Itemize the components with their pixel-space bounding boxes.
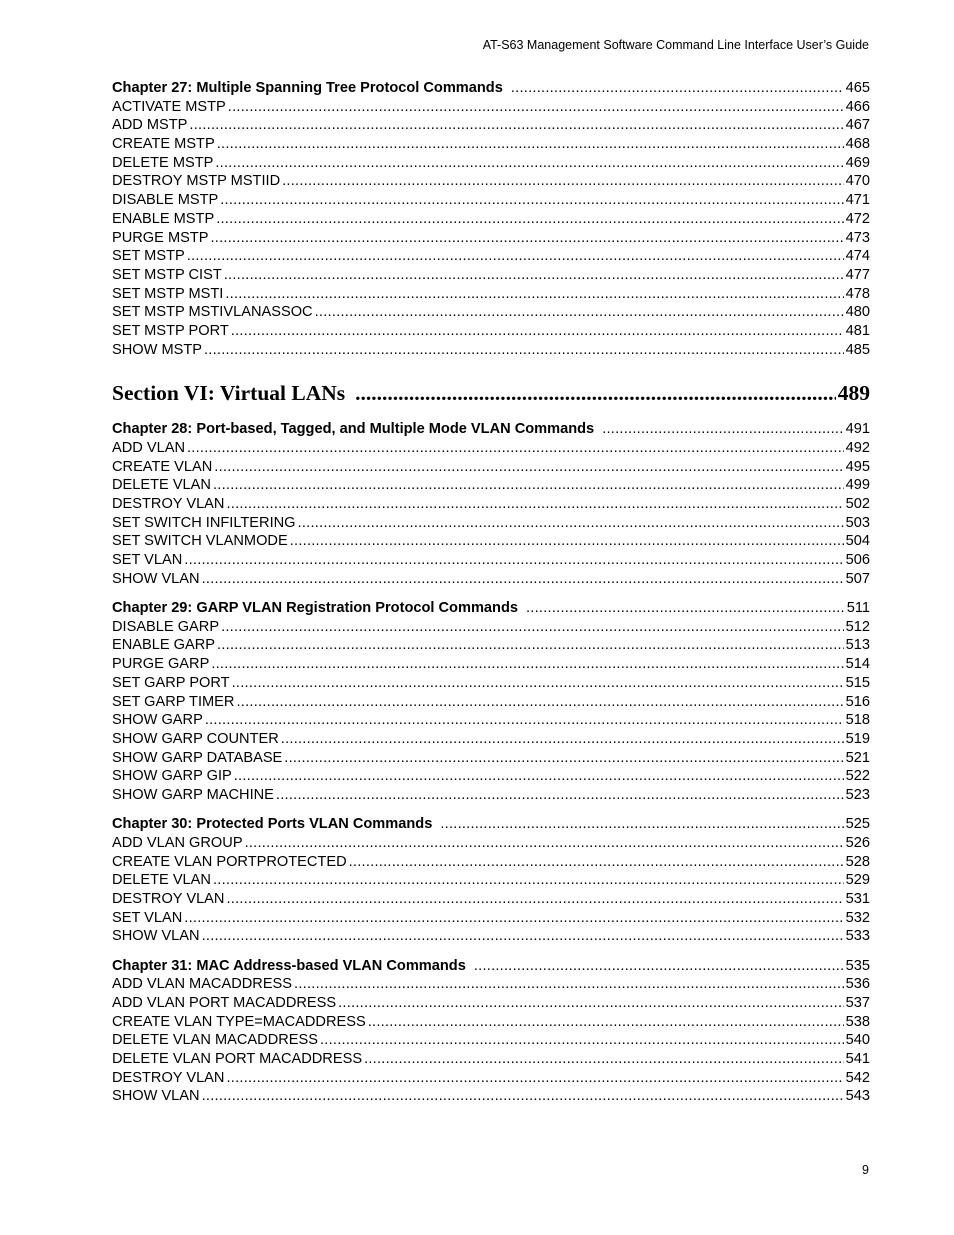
toc-entry[interactable]	[112, 439, 870, 458]
dot-leader	[217, 636, 844, 655]
dot-leader	[202, 570, 844, 589]
toc-entry-page: 499	[845, 477, 870, 494]
toc-entry[interactable]	[112, 730, 870, 749]
dot-leader	[282, 172, 844, 191]
toc-entry-title: DELETE MSTP	[112, 154, 214, 171]
toc-entry-page: 531	[845, 891, 870, 907]
toc-entry-page: 471	[845, 192, 870, 209]
dot-leader	[220, 191, 843, 210]
toc-chapter-heading[interactable]	[112, 79, 870, 98]
toc-entry-title: Chapter 30: Protected Ports VLAN Commands	[112, 816, 433, 833]
toc-entry-title: PURGE GARP	[112, 656, 210, 673]
dot-leader	[474, 957, 844, 976]
dot-leader	[281, 730, 844, 749]
toc-entry[interactable]	[112, 1031, 870, 1050]
toc-entry-page: 504	[845, 533, 870, 550]
dot-leader	[205, 711, 844, 730]
toc-entry-page: 480	[845, 304, 870, 321]
toc-entry-title: SET SWITCH INFILTERING	[112, 514, 296, 531]
toc-entry-title: Chapter 27: Multiple Spanning Tree Protocol Commands	[112, 80, 503, 96]
toc-entry-title: Chapter 28: Port-based, Tagged, and Multiple Mode VLAN Commands	[112, 421, 595, 438]
toc-entry[interactable]	[112, 1050, 870, 1069]
dot-leader	[217, 135, 844, 154]
toc-entry-title: Chapter 29: GARP VLAN Registration Protocol Commands	[112, 600, 518, 617]
toc-entry[interactable]	[112, 570, 870, 589]
toc-group-gap	[112, 946, 870, 957]
toc-entry-title: Chapter 31: MAC Address-based VLAN Commands	[112, 957, 466, 974]
toc-entry[interactable]	[112, 786, 870, 805]
dot-leader	[184, 909, 843, 928]
toc-entry-page: 535	[845, 957, 870, 974]
toc-entry-title: SHOW MSTP	[112, 341, 202, 358]
toc-entry-page: 525	[845, 816, 870, 833]
toc-entry-title: DESTROY VLAN	[112, 891, 225, 907]
toc-entry[interactable]	[112, 909, 870, 928]
toc-entry[interactable]	[112, 618, 870, 637]
toc-entry[interactable]	[112, 655, 870, 674]
toc-entry-title: ADD VLAN MACADDRESS	[112, 976, 293, 993]
toc-entry[interactable]	[112, 1069, 870, 1088]
dot-leader	[216, 210, 843, 229]
toc-entry-title: ADD VLAN	[112, 440, 185, 456]
toc-entry[interactable]	[112, 674, 870, 693]
toc-entry-page: 502	[845, 496, 870, 513]
toc-entry[interactable]	[112, 994, 870, 1013]
toc-entry[interactable]	[112, 116, 870, 135]
dot-leader	[236, 693, 843, 712]
dot-leader	[224, 266, 844, 285]
toc-entry[interactable]	[112, 532, 870, 551]
toc-entry-page: 528	[845, 853, 870, 870]
toc-entry-page: 485	[845, 341, 870, 358]
table-of-contents	[112, 79, 870, 1106]
toc-entry-title: DELETE VLAN PORT MACADDRESS	[112, 1051, 363, 1068]
toc-entry-page: 465	[845, 80, 870, 96]
toc-entry-page: 469	[845, 154, 870, 171]
toc-entry[interactable]	[112, 285, 870, 304]
toc-entry-title: DISABLE GARP	[112, 618, 220, 635]
toc-entry-page: 521	[845, 749, 870, 766]
dot-leader	[526, 599, 845, 618]
toc-entry-page: 507	[845, 570, 870, 587]
dot-leader	[294, 975, 844, 994]
toc-entry-page: 540	[845, 1032, 870, 1049]
toc-group-gap	[112, 805, 870, 816]
dot-leader	[214, 458, 843, 477]
toc-entry-page: 492	[845, 440, 870, 456]
toc-entry-title: SET VLAN	[112, 909, 183, 926]
toc-entry-page: 541	[845, 1051, 870, 1068]
toc-entry[interactable]	[112, 927, 870, 946]
toc-entry-title: DELETE VLAN MACADDRESS	[112, 1032, 318, 1049]
dot-leader	[187, 247, 844, 266]
dot-leader	[213, 871, 844, 890]
toc-entry-title: SET MSTP CIST	[112, 266, 222, 283]
dot-leader	[225, 285, 843, 304]
toc-entry-page: 512	[845, 618, 870, 635]
dot-leader	[368, 1013, 844, 1032]
dot-leader	[298, 514, 844, 533]
dot-leader	[221, 618, 844, 637]
toc-entry-title: ADD VLAN PORT MACADDRESS	[112, 995, 337, 1012]
toc-entry[interactable]	[112, 514, 870, 533]
toc-entry-title: SET GARP TIMER	[112, 693, 235, 710]
toc-entry[interactable]	[112, 172, 870, 191]
toc-entry-title: ENABLE GARP	[112, 637, 216, 654]
toc-entry-page: 466	[845, 98, 870, 115]
toc-entry-page: 511	[846, 600, 870, 617]
dot-leader	[511, 79, 844, 98]
toc-entry-title: CREATE MSTP	[112, 136, 215, 153]
toc-entry-title: DISABLE MSTP	[112, 192, 219, 209]
toc-entry[interactable]	[112, 495, 870, 514]
toc-entry[interactable]	[112, 767, 870, 786]
dot-leader	[202, 1087, 844, 1106]
dot-leader	[215, 154, 843, 173]
toc-entry-page: 516	[845, 693, 870, 710]
toc-entry[interactable]	[112, 890, 870, 909]
toc-entry-page: 519	[845, 730, 870, 747]
toc-entry-title: Section VI: Virtual LANs	[112, 381, 346, 406]
toc-entry-page: 489	[837, 381, 870, 406]
running-header: AT-S63 Management Software Command Line Interface User’s Guide	[482, 38, 869, 52]
toc-entry[interactable]	[112, 98, 870, 117]
toc-entry[interactable]	[112, 322, 870, 341]
toc-entry-page: 523	[845, 786, 870, 803]
dot-leader	[315, 303, 844, 322]
toc-entry-page: 491	[845, 421, 870, 438]
toc-entry-page: 503	[845, 514, 870, 531]
toc-entry-page: 536	[845, 976, 870, 993]
toc-entry-page: 477	[845, 266, 870, 283]
toc-entry[interactable]	[112, 191, 870, 210]
toc-entry-page: 478	[845, 285, 870, 302]
toc-entry-page: 518	[845, 712, 870, 729]
toc-chapter-heading[interactable]	[112, 815, 870, 834]
toc-entry[interactable]	[112, 551, 870, 570]
toc-entry-page: 472	[845, 210, 870, 227]
dot-leader	[349, 853, 844, 872]
dot-leader	[187, 439, 844, 458]
toc-entry-title: SHOW GARP	[112, 712, 203, 729]
toc-entry-title: CREATE VLAN TYPE=MACADDRESS	[112, 1013, 366, 1030]
toc-entry-title: SET MSTP	[112, 248, 185, 265]
toc-entry[interactable]	[112, 303, 870, 322]
toc-entry-page: 526	[845, 834, 870, 851]
toc-chapter-heading[interactable]	[112, 420, 870, 439]
toc-entry-title: CREATE VLAN	[112, 458, 213, 475]
dot-leader	[320, 1031, 844, 1050]
toc-entry-page: 543	[845, 1088, 870, 1105]
toc-entry[interactable]	[112, 1013, 870, 1032]
dot-leader	[202, 927, 844, 946]
toc-entry[interactable]	[112, 636, 870, 655]
toc-entry-title: ENABLE MSTP	[112, 210, 215, 227]
dot-leader	[211, 229, 844, 248]
dot-leader	[204, 341, 844, 360]
dot-leader	[189, 116, 843, 135]
toc-entry-title: DESTROY MSTP MSTIID	[112, 173, 281, 190]
dot-leader	[226, 495, 843, 514]
toc-entry-page: 532	[845, 909, 870, 926]
toc-section-heading[interactable]	[112, 381, 870, 409]
toc-entry-title: SHOW GARP MACHINE	[112, 786, 274, 803]
toc-entry[interactable]	[112, 871, 870, 890]
toc-entry-title: SHOW GARP GIP	[112, 768, 232, 785]
toc-entry-page: 514	[845, 656, 870, 673]
dot-leader	[228, 98, 844, 117]
toc-entry[interactable]	[112, 834, 870, 853]
toc-entry[interactable]	[112, 711, 870, 730]
toc-entry-page: 481	[845, 322, 870, 339]
toc-entry-page: 473	[845, 229, 870, 246]
dot-leader	[226, 1069, 843, 1088]
dot-leader	[245, 834, 844, 853]
toc-entry-page: 537	[845, 995, 870, 1012]
toc-chapter-heading[interactable]	[112, 599, 870, 618]
dot-leader	[211, 655, 843, 674]
toc-entry[interactable]	[112, 266, 870, 285]
dot-leader	[355, 381, 836, 406]
dot-leader	[290, 532, 844, 551]
toc-entry-title: SHOW GARP DATABASE	[112, 749, 283, 766]
toc-entry[interactable]	[112, 341, 870, 360]
toc-entry-title: SET SWITCH VLANMODE	[112, 533, 288, 550]
toc-entry-title: ADD VLAN GROUP	[112, 834, 243, 851]
toc-entry-title: SHOW VLAN	[112, 928, 200, 945]
toc-entry-title: SHOW VLAN	[112, 570, 200, 587]
toc-entry[interactable]	[112, 135, 870, 154]
toc-entry[interactable]	[112, 210, 870, 229]
toc-entry-title: ADD MSTP	[112, 117, 188, 134]
toc-entry-title: SET MSTP MSTI	[112, 285, 224, 302]
toc-entry-page: 470	[845, 173, 870, 190]
toc-entry-page: 495	[845, 458, 870, 475]
toc-entry-page: 468	[845, 136, 870, 153]
toc-entry[interactable]	[112, 975, 870, 994]
toc-entry-title: SET VLAN	[112, 552, 183, 569]
toc-entry-page: 467	[845, 117, 870, 134]
toc-entry-title: ACTIVATE MSTP	[112, 98, 226, 115]
toc-entry-page: 515	[845, 674, 870, 691]
page-number: 9	[862, 1163, 869, 1177]
toc-entry-page: 538	[845, 1013, 870, 1030]
toc-entry-page: 529	[845, 872, 870, 889]
toc-entry-page: 474	[845, 248, 870, 265]
toc-entry[interactable]	[112, 853, 870, 872]
dot-leader	[276, 786, 844, 805]
toc-chapter-heading[interactable]	[112, 957, 870, 976]
toc-entry-title: SHOW VLAN	[112, 1088, 200, 1105]
dot-leader	[440, 815, 843, 834]
dot-leader	[231, 322, 844, 341]
dot-leader	[232, 674, 844, 693]
toc-entry[interactable]	[112, 749, 870, 768]
toc-entry-title: SET MSTP PORT	[112, 322, 229, 339]
toc-entry[interactable]	[112, 229, 870, 248]
toc-entry[interactable]	[112, 693, 870, 712]
toc-entry-page: 542	[845, 1069, 870, 1086]
dot-leader	[364, 1050, 844, 1069]
toc-entry[interactable]	[112, 154, 870, 173]
toc-entry[interactable]	[112, 1087, 870, 1106]
toc-entry-title: CREATE VLAN PORTPROTECTED	[112, 853, 347, 870]
toc-entry[interactable]	[112, 476, 870, 495]
toc-entry-title: DESTROY VLAN	[112, 496, 225, 513]
toc-group-gap	[112, 589, 870, 600]
dot-leader	[184, 551, 843, 570]
toc-entry-title: SET GARP PORT	[112, 674, 230, 691]
dot-leader	[284, 749, 843, 768]
toc-entry-page: 522	[845, 768, 870, 785]
dot-leader	[602, 420, 843, 439]
toc-entry-title: PURGE MSTP	[112, 229, 209, 246]
dot-leader	[338, 994, 844, 1013]
dot-leader	[234, 767, 844, 786]
toc-entry-title: SHOW GARP COUNTER	[112, 730, 279, 747]
toc-entry-title: DESTROY VLAN	[112, 1069, 225, 1086]
toc-entry-title: SET MSTP MSTIVLANASSOC	[112, 304, 313, 321]
toc-entry-page: 513	[845, 637, 870, 654]
toc-entry[interactable]	[112, 247, 870, 266]
toc-entry[interactable]	[112, 458, 870, 477]
dot-leader	[226, 890, 843, 909]
toc-entry-title: DELETE VLAN	[112, 477, 211, 494]
toc-entry-page: 533	[845, 928, 870, 945]
toc-entry-title: DELETE VLAN	[112, 872, 211, 889]
toc-entry-page: 506	[845, 552, 870, 569]
dot-leader	[213, 476, 844, 495]
